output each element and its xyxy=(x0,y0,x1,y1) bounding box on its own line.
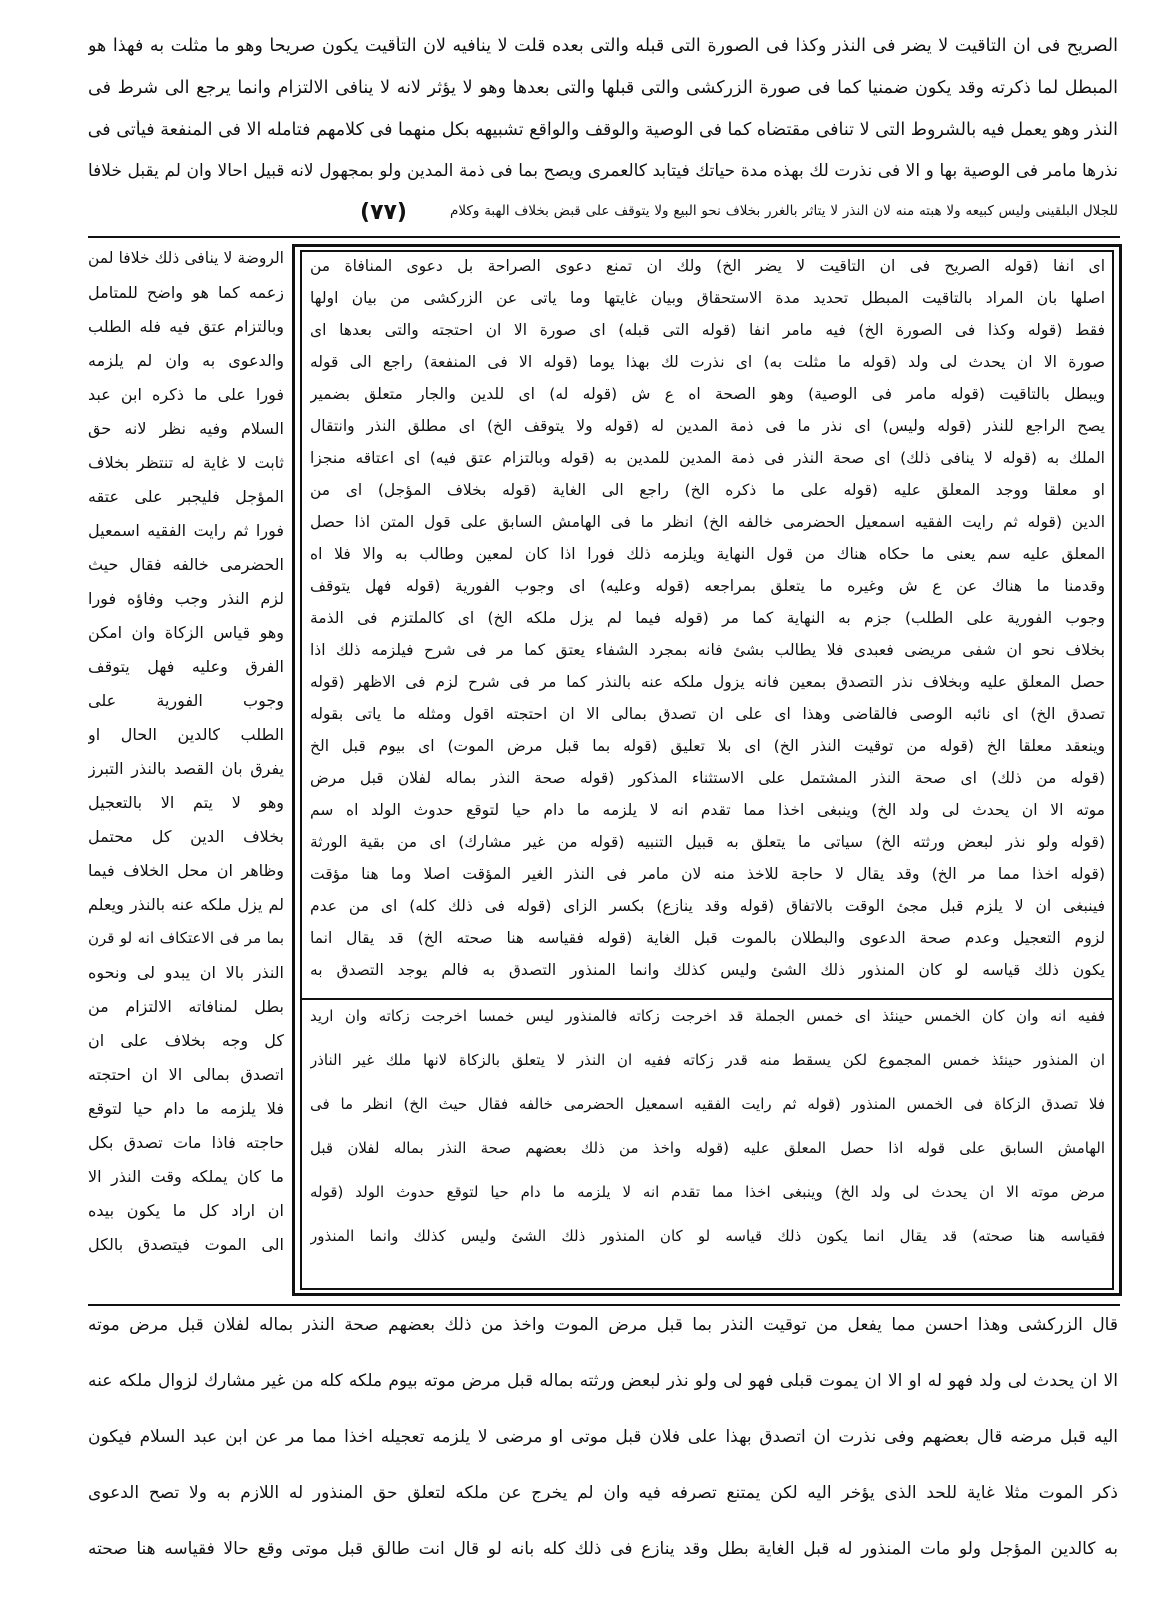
text-line: بطل لمنافاته الالتزام من xyxy=(88,998,284,1016)
text-line: وهو قياس الزكاة وان امكن xyxy=(88,624,284,642)
text-line: قال الزركشى وهذا احسن مما يفعل من توقيت النذر بما قبل مرض الموت واخذ من ذلك بعضهم صحة النذر بماله لفلان قبل مرض موته xyxy=(88,1316,1118,1335)
text-line: الصريح فى ان التاقيت لا يضر فى النذر وكذا فى الصورة التى قبله والتى بعده قلت لا ينافيه لان التأقيت يكون صريحا وهو ما مثلت به فهذا هو xyxy=(88,36,1118,56)
text-line: كل وجه بخلاف على ان xyxy=(88,1032,284,1050)
text-line: يفرق بان القصد بالنذر التبرز xyxy=(88,760,284,778)
text-line: وهو لا يتم الا بالتعجيل xyxy=(88,794,284,812)
text-line: الملك به (قوله لا ينافى ذلك) اى صحة النذر فى ذمة المدين للمدين به (قوله وبالتزام عتق فيه) اى اعتاقه منجزا xyxy=(310,450,1105,467)
text-line: وقدمنا ما هناك عن ع ش وغيره ما يتعلق بمراجعه (قوله وعليه) اى وجوب الفورية (قوله فهل يتوقف xyxy=(310,578,1105,595)
text-line: الهامش السابق على قوله اذا حصل المعلق عليه (قوله واخذ من ذلك بعضهم صحة النذر بماله لفلان قبل xyxy=(310,1140,1105,1157)
divider xyxy=(88,1304,1120,1306)
text-line: ففيه انه وان كان الخمس حينئذ اى خمس الجملة قد اخرجت زكاته فالمنذور ليس خمسا اخرجت زكاته وان اريد xyxy=(310,1008,1105,1025)
text-line: فقياسه هنا صحته) قد يقال انما يكون ذلك قياسه لو كان المنذور ذلك الشئ وليس كذلك وانما المنذور xyxy=(310,1228,1105,1245)
text-line: فينبغى ان لا يلزم قبل مجئ الوقت بالاتفاق (قوله وقد ينازع) بكسر الزاى (قوله فى ذلك كله) اى من عدم xyxy=(310,898,1105,915)
text-line: الحضرمى خالفه فقال حيث xyxy=(88,556,284,574)
text-line: وجوب الفورية على xyxy=(88,692,284,710)
text-line: يصح الراجع للنذر (قوله وليس) اى نذر ما فى ذمة المدين له (قوله ولا يتوقف الخ) اى مطلق النذر وانتقال xyxy=(310,418,1105,435)
text-line: (قوله ولو نذر لبعض ورثته الخ) سياتى ما يتعلق به قبيل التنبيه (قوله من غير مشارك) اى من بقية الورثة xyxy=(310,834,1105,851)
text-line: وظاهر ان محل الخلاف فيما xyxy=(88,862,284,880)
text-line: بخلاف نحو ان شفى مريضى فعبدى فلا يطالب بشئ فانه بمجرد الشفاء يعتق كما مر فى شرح فيلزمه ذلك اذا xyxy=(310,642,1105,659)
text-line: ويبطل بالتاقيت (قوله مامر فى الوصية) وهو الصحة اه ع ش (قوله له) اى للدين والجار متعلق بضمير xyxy=(310,386,1105,403)
text-line: ان المنذور حينئذ خمس المجموع لكن يسقط منه قدر زكاته ففيه ان النذر لا يتعلق بالزكاة لانها ملك غير الناذر xyxy=(310,1052,1105,1069)
text-line: وينعقد معلقا الخ (قوله من توقيت النذر الخ) اى بلا تعليق (قوله بما قبل مرض الموت) اى بيوم قبل الخ xyxy=(310,738,1105,755)
text-line: حاجته فاذا مات تصدق بكل xyxy=(88,1134,284,1152)
text-line: موته الا ان يحدث لى ولد الخ) وينبغى اخذا مما تقدم انه لا يلزمه ما دام حيا لتوقع حدوث الولد اه سم xyxy=(310,802,1105,819)
text-line: اى آنفا (قوله الصريح فى ان التأقيت لا يضر الخ) ولك ان تمنع دعوى الصراحة بل دعوى المنافاة من xyxy=(310,258,1105,275)
text-line: اصلها بان المراد بالتاقيت المبطل تحديد مدة الاستحقاق وبيان غايتها وما ياتى عن الزركشى من بيان اولها xyxy=(310,290,1105,307)
text-line: بخلاف الدين كل محتمل xyxy=(88,828,284,846)
text-line: وبالتزام عتق فيه فله الطلب xyxy=(88,318,284,336)
text-line: للجلال البلقينى وليس كبيعه ولا هبته منه لان النذر لا يتأثر بالغرر بخلاف نحو البيع ولا يتوقف على قبض بخلاف الهبة وكلام xyxy=(450,204,1118,219)
text-line: لزم النذر وجب وفاؤه فورا xyxy=(88,590,284,608)
text-line: فورا على ما ذكره ابن عبد xyxy=(88,386,284,404)
text-line: والدعوى به وان لم يلزمه xyxy=(88,352,284,370)
text-line: اليه قبل مرضه قال بعضهم وفى نذرت ان اتصدق بهذا على فلان قبل موتى او مرضى لا يلزمه تعجيله اخذا مما مر عن ابن عبد السلام فيكون xyxy=(88,1428,1118,1447)
text-line: تصدق الخ) اى نائبه الوصى فالقاضى وهذا اى على ان تصدق بمالى الا ان احتجته اقول ومثله ما ياتى بقوله xyxy=(310,706,1105,723)
text-line: الروضة لا ينافى ذلك خلافا لمن xyxy=(88,250,284,267)
text-line: زعمه كما هو واضح للمتامل xyxy=(88,284,284,302)
text-line: المبطل لما ذكرته وقد يكون ضمنيا كما فى صورة الزركشى والتى قبلها والتى بعدها وهو لا يؤثر لانه لا ينافى الالتزام وانما يرجع الى شرط فى xyxy=(88,78,1118,98)
text-line: لم يزل ملكه عنه بالنذر ويعلم xyxy=(88,896,284,914)
text-line: الفرق وعليه فهل يتوقف xyxy=(88,658,284,676)
text-line: او معلقا ووجد المعلق عليه (قوله على ما ذكره الخ) راجع الى الغاية (قوله بخلاف المؤجل) اى من xyxy=(310,482,1105,499)
divider xyxy=(88,236,1120,238)
text-line: مرض موته الا ان يحدث لى ولد الخ) وينبغى اخذا مما تقدم انه لا يلزمه ما دام حيا لتوقع حدوث الولد (قوله xyxy=(310,1184,1105,1201)
text-line: فلا تصدق الزكاة فى الخمس المنذور (قوله ثم رايت الفقيه اسمعيل الحضرمى خالفه فقال حيث الخ) انظر ما فى xyxy=(310,1096,1105,1113)
text-line: نذرها مامر فى الوصية بها و الا فى نذرت لك بهذه مدة حياتك فيتابد كالعمرى ويصح بما فى ذمة المدين ولو بمجهول لانه قبيل احالا وان لم يقبل خلافا xyxy=(88,162,1118,181)
text-line: لزوم التعجيل وعدم صحة الدعوى والبطلان بالموت قبل الغاية (قوله فقياسه هنا صحته الخ) قد يقال انما xyxy=(310,930,1105,947)
text-line: الدين (قوله ثم رايت الفقيه اسمعيل الحضرمى خالفه الخ) انظر ما فى الهامش السابق على قول المتن اذا حصل xyxy=(310,514,1105,531)
text-line: الا ان يحدث لى ولد فهو له او الا ان يموت قبلى فهو لى ولو نذر لبعض ورثته بماله قبل مرض موته بيوم ملكه كله من غير مشارك لزوال ملكه عنه xyxy=(88,1372,1118,1391)
divider xyxy=(300,998,1114,1000)
text-line: فقط (قوله وكذا فى الصورة الخ) فيه مامر انفا (قوله التى قبله) اى صورة الا ان احتجته والتى بعدها اى xyxy=(310,322,1105,339)
text-line: المعلق عليه سم يعنى ما حكاه هناك من قول النهاية ويلزمه ذلك فورا اذا كان لمعين وطالب به والا فلا اه xyxy=(310,546,1105,563)
text-line: ثابت لا غاية له تنتظر بخلاف xyxy=(88,454,284,472)
text-line: المؤجل فليجبر على عتقه xyxy=(88,488,284,506)
text-line: الى الموت فيتصدق بالكل xyxy=(88,1236,284,1254)
text-line: ان اراد كل ما يكون بيده xyxy=(88,1202,284,1220)
text-line: الطلب كالدين الحال او xyxy=(88,726,284,744)
text-line: ذكر الموت مثلا غاية للحد الذى يؤخر اليه لكن يمتنع تصرفه فيه وان لم يخرج عن ملكه لتعلق حق المنذور له اللازم به ولا تصح الدعوى xyxy=(88,1484,1118,1503)
text-line: حصل المعلق عليه وبخلاف نذر التصدق بمعين فانه يزول ملكه عنه بالنذر كما مر فى شرح لزم فى الاظهر (قوله xyxy=(310,674,1105,691)
text-line: (قوله من ذلك) اى صحة النذر المشتمل على الاستثناء المذكور (قوله صحة النذر بماله لفلان قبل مرض xyxy=(310,770,1105,787)
text-line: السلام وفيه نظر لانه حق xyxy=(88,420,284,438)
page-number: (٧٧) xyxy=(360,200,407,225)
text-line: فورا ثم رايت الفقيه اسمعيل xyxy=(88,522,284,540)
text-line: صورة الا ان يحدث لى ولد (قوله ما مثلت به) اى نذرت لك بهذا يوما (قوله الا فى المنفعة) راجع الى قوله xyxy=(310,354,1105,371)
text-line: فلا يلزمه ما دام حيا لتوقع xyxy=(88,1100,284,1118)
text-line: النذر بالا ان يبدو لى ونحوه xyxy=(88,964,284,982)
text-line: (قوله اخذا مما مر الخ) وقد يقال لا حاجة للاخذ منه لان مامر فى النذر الغير المؤقت اصلا وما هنا مؤقت xyxy=(310,866,1105,883)
text-line: يكون ذلك قياسه لو كان المنذور ذلك الشئ وليس كذلك وانما المنذور التصدق به فالم يوجد التصدق به xyxy=(310,962,1105,979)
text-line: به كالدين المؤجل ولو مات المنذور له قبل الغاية بطل وقد ينازع فى ذلك كله بانه لو قال انت طالق قبل موتى وقع حالا فقياسه هنا صحته xyxy=(88,1540,1118,1559)
text-line: اتصدق بمالى الا ان احتجته xyxy=(88,1066,284,1084)
text-line: بما مر فى الاعتكاف انه لو قرن xyxy=(88,930,284,947)
text-line: وجوب الفورية على الطلب) جزم به النهاية كما مر (قوله فيما لم يزل ملكه الخ) اى كالملتزم فى الذمة xyxy=(310,610,1105,627)
text-line: ما كان يملكه وقت النذر الا xyxy=(88,1168,284,1186)
text-line: النذر وهو يعمل فيه بالشروط التى لا تنافى مقتضاه كما فى الوصية والوقف والواقع تشبيهه بكل منهما فى كلامهم فتامله الا فى المنفعة فيأتى فى xyxy=(88,120,1118,140)
